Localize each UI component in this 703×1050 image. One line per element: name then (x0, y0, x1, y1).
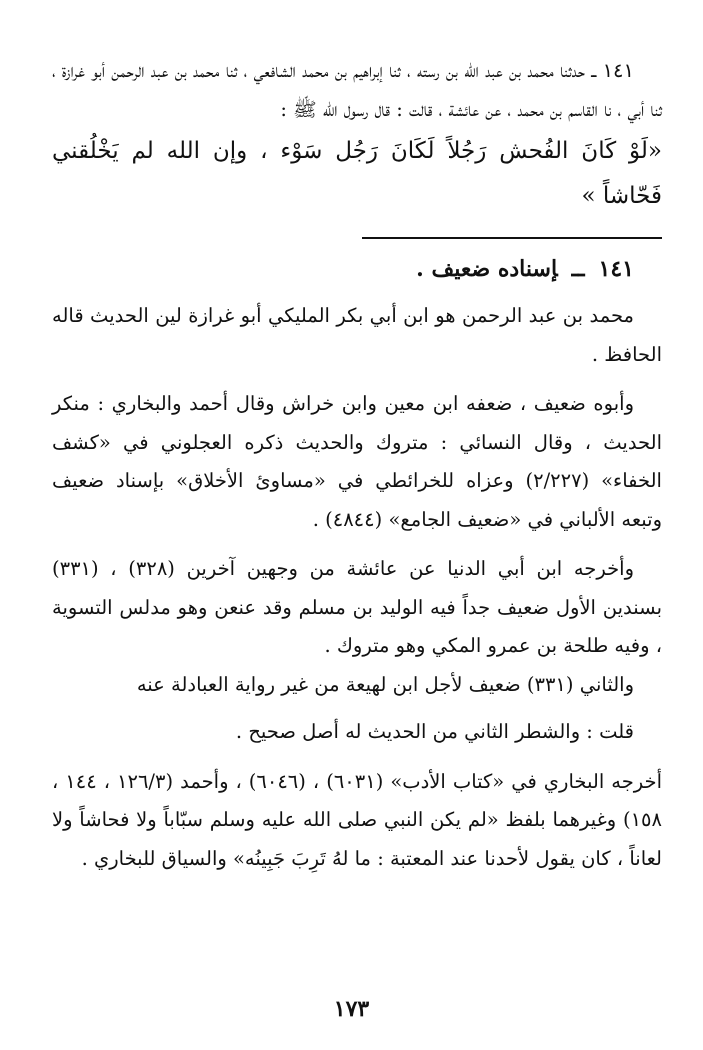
footnote-divider (362, 237, 662, 239)
commentary-paragraph: وأبوه ضعيف ، ضعفه ابن معين وابن خراش وقال أحمد والبخاري : منكر الحديث ، وقال النسائي : متروك والحديث ذكره العجلوني في «كشف الخفاء» (٢/٢٢٧) وعزاه للخرائطي في «مساوئ الأخلاق» بإسناد ضعيف وتبعه الألباني في «ضعيف الجامع» (٤٨٤٤) . (52, 392, 662, 531)
heading-text: إسناده ضعيف . (416, 256, 558, 282)
hadith-matn: «لَوْ كَانَ الفُحش رَجُلاً لَكَانَ رَجُل سَوْء ، وإن الله لم يَخْلُقني فَحّاشاً » (52, 138, 662, 209)
page-number: ١٧٣ (333, 996, 370, 1022)
commentary-paragraph: محمد بن عبد الرحمن هو ابن أبي بكر المليكي أبو غرازة لين الحديث قاله الحافظ . (52, 304, 662, 366)
commentary-paragraph: وأخرجه ابن أبي الدنيا عن عائشة من وجهين آخرين (٣٢٨) ، (٣٣١) بسندين الأول ضعيف جداً فيه الوليد بن مسلم وقد عنعن وهو مدلس التسوية ، وفيه طلحة بن عمرو المكي وهو متروك . (52, 557, 662, 657)
book-page (52, 52, 662, 878)
heading-number: ١٤١ (598, 256, 634, 282)
heading-dash: ــ (571, 256, 585, 282)
commentary-paragraph: والثاني (٣٣١) ضعيف لأجل ابن لهيعة من غير رواية العبادلة عنه (136, 672, 634, 696)
hadith-isnad: ١٤١ ــ حدثنا محمد بن عبد الله بن رسته ، ثنا إبراهيم بن محمد الشافعي ، ثنا محمد بن عبد الرحمن أبو غرازة ، ثنا أبي ، نا القاسم بن محمد ، عن عائشة ، قالت : قال رسول الله ﷺ : (52, 59, 662, 121)
commentary-paragraph: أخرجه البخاري في «كتاب الأدب» (٦٠٣١) ، (٦٠٤٦) ، وأحمد (١٢٦/٣ ، ١٤٤ ، ١٥٨) وغيرهما بلفظ «لم يكن النبي صلى الله عليه وسلم سبّاباً ولا فحاشاً ولا لعاناً ، كان يقول لأحدنا عند المعتبة : ما لهُ تَرِبَ جَبِينُه» والسياق للبخاري . (52, 769, 662, 870)
commentary-heading (52, 249, 662, 289)
commentary-paragraph: قلت : والشطر الثاني من الحديث له أصل صحيح . (235, 720, 634, 743)
